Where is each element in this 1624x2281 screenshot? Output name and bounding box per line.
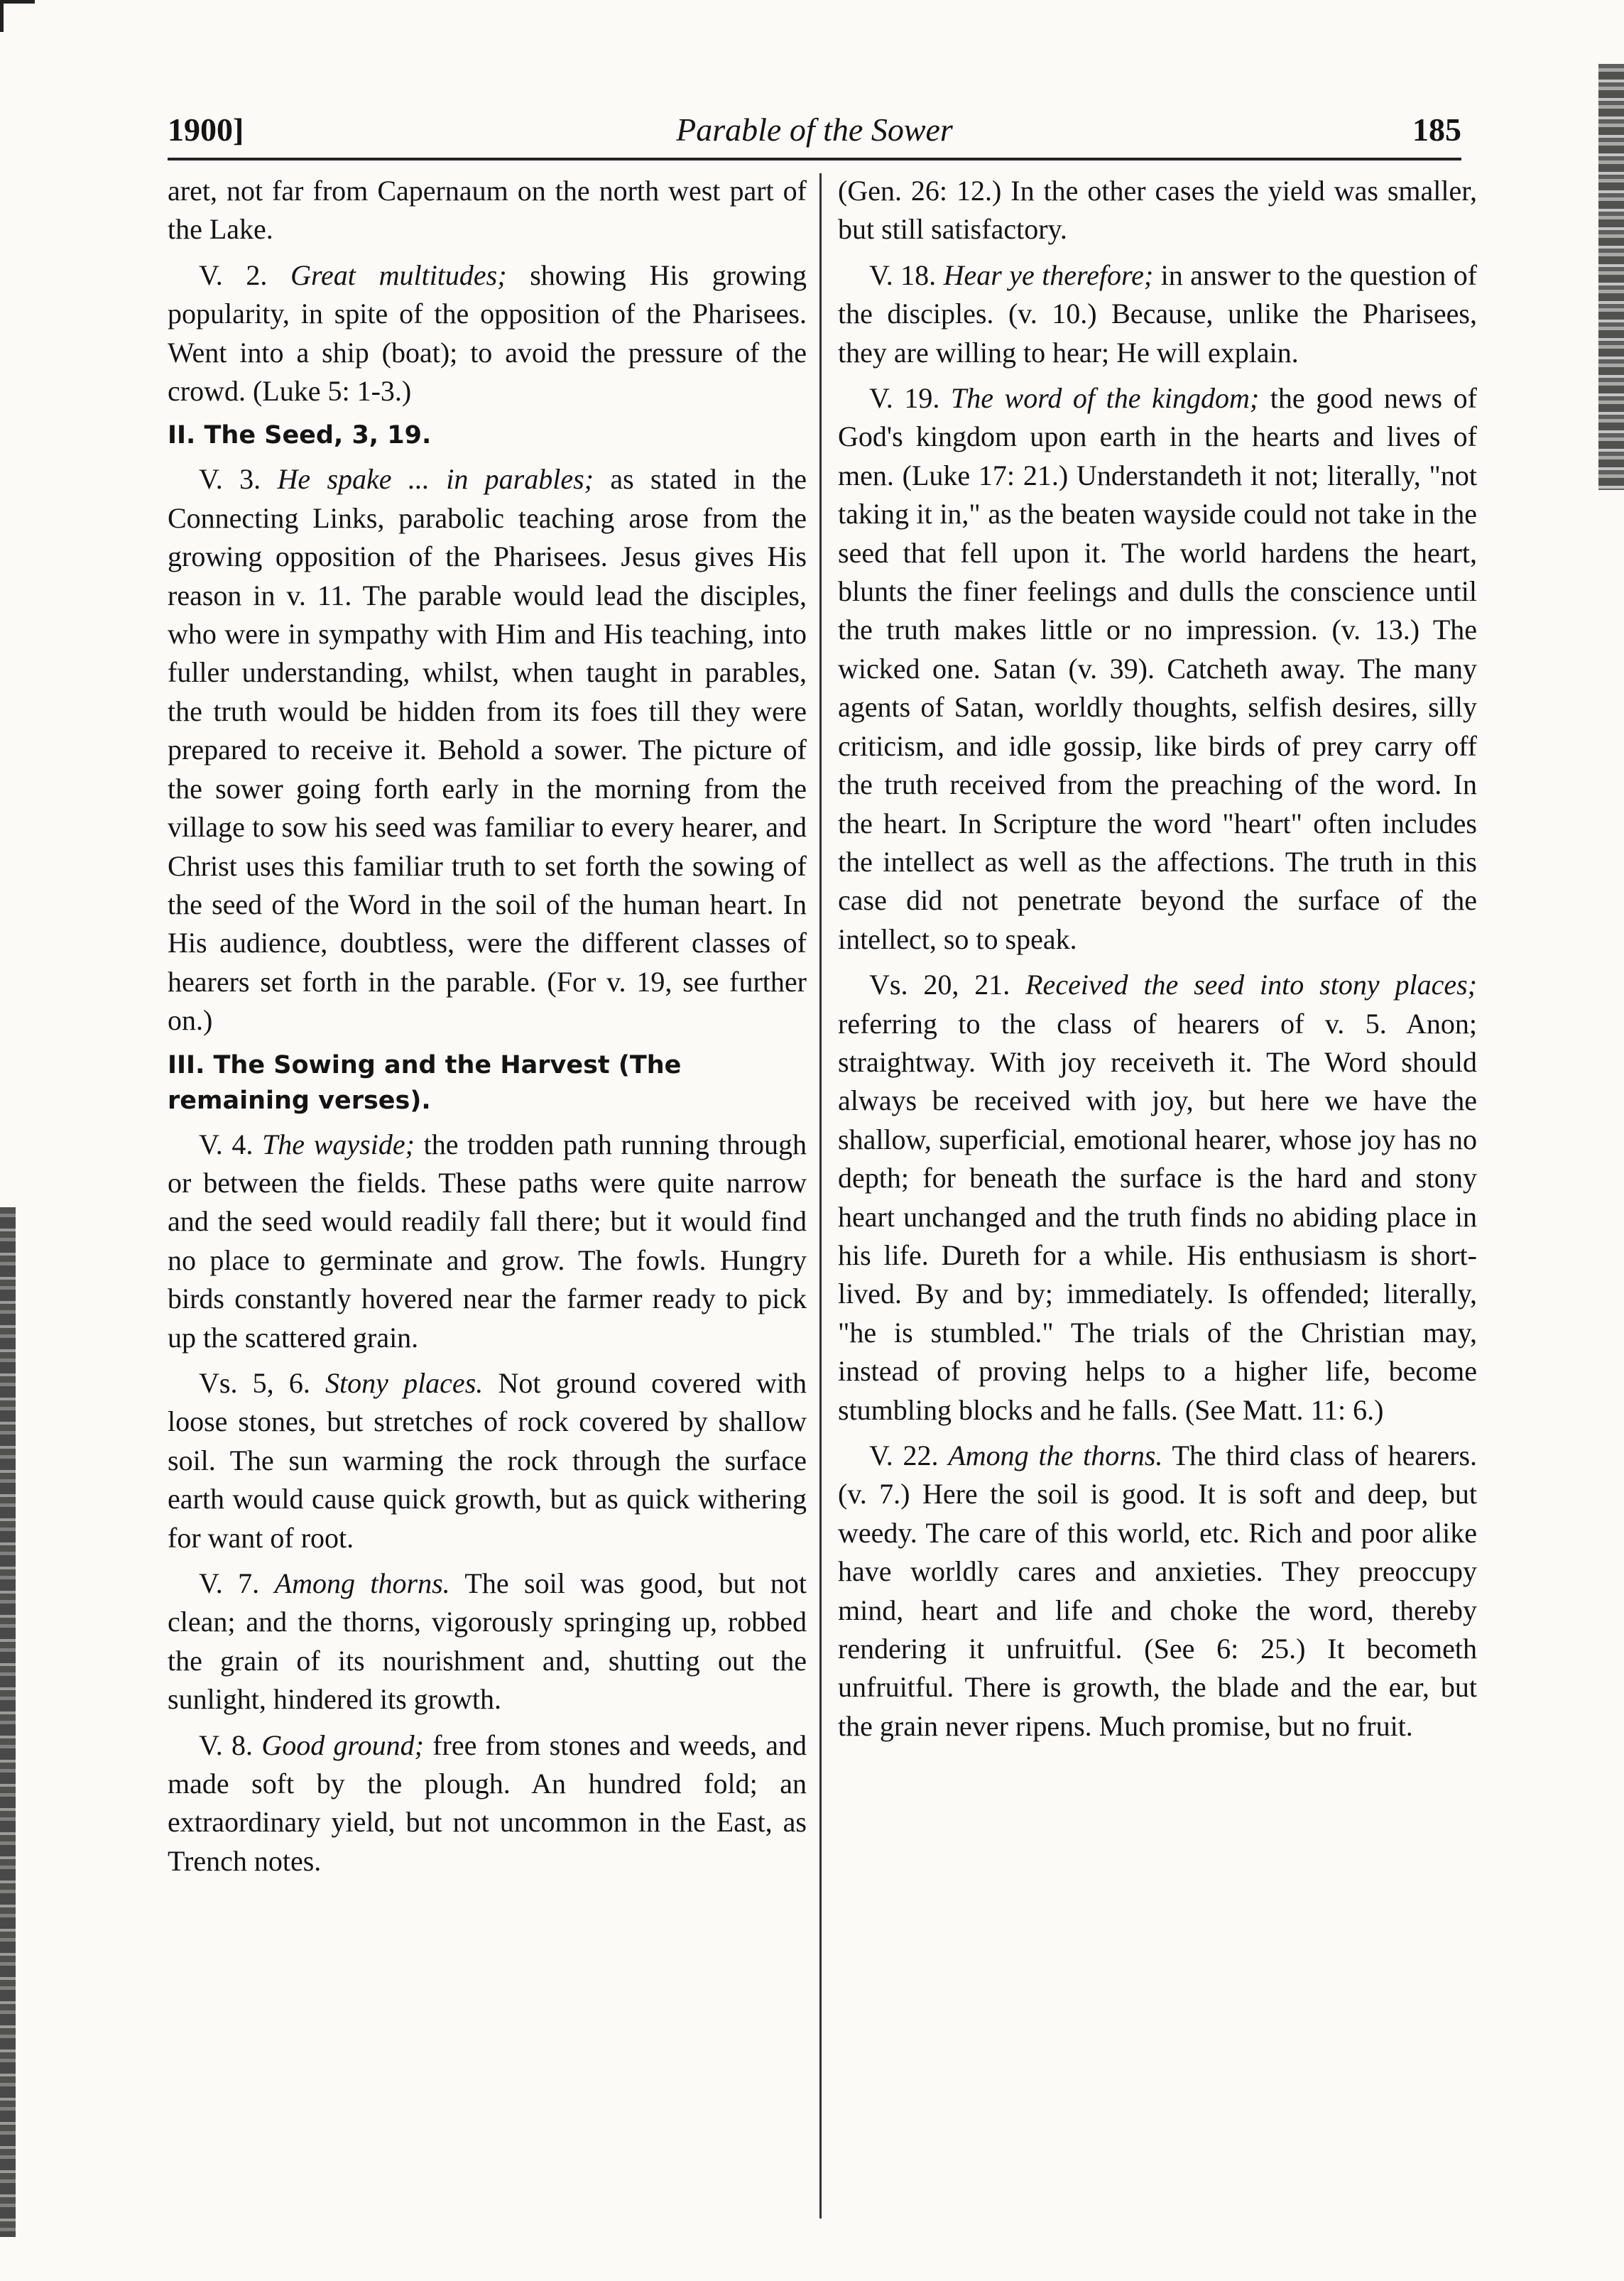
paragraph-text: aret, not far from Capernaum on the north west part of the Lake. (168, 175, 807, 246)
paragraph-text: Not ground covered with loose stones, but stretches of rock covered by shallow soil. The sun warming the rock through the surface earth would cause quick growth, but as quick withering for want of root. (168, 1366, 807, 1554)
italic-lemma: Great multitudes; (290, 258, 507, 291)
italic-lemma: Received the seed into stony places; (1025, 969, 1477, 1001)
paragraph (168, 1564, 807, 1719)
paragraph-text: the good news of God's kingdom upon earth in the hearts and lives of men. (Luke 17: 21.) Understandeth it not; literally, "not taking it in," as the beaten wayside could not take in the seed that fell upon it. The world hardens the heart, blunts the finer feelings and dulls the conscience until the truth makes little or no impression. (v. 13.) The wicked one. Satan (v. 39). Catcheth away. The many agents of Satan, worldly thoughts, selfish desires, silly criticism, and idle gossip, like birds of prey carry off the truth received from the preaching of the word. In the heart. In Scripture the word "heart" often includes the intellect as well as the affections. The truth in this case did not penetrate beyond the surface of the intellect, so to speak. (838, 382, 1477, 955)
paragraph-text: the trodden path running through or between the fields. These paths were quite narrow and the seed would readily fall there; but it would find no place to germinate and grow. The fowls. Hungry birds constantly hovered near the farmer ready to pick up the scattered grain. (168, 1128, 807, 1354)
scan-corner-mark (0, 0, 35, 32)
paragraph-text: free from stones and weeds, and made soft by the plough. An hundred fold; an extraordinary yield, but not uncommon in the East, as Trench notes. (168, 1729, 807, 1877)
paragraph (168, 256, 807, 411)
paragraph (168, 1364, 807, 1557)
paragraph-text: The soil was good, but not clean; and the thorns, vigorously springing up, robbed the grain of its nourishment and, shutting out the sunlight, hindered its growth. (168, 1567, 807, 1716)
paragraph (838, 966, 1477, 1430)
paragraph (838, 1437, 1477, 1746)
italic-lemma: Hear ye therefore; (943, 258, 1154, 291)
left-column (168, 172, 807, 2217)
header-title: Parable of the Sower (676, 111, 953, 148)
italic-lemma: Among the thorns. (948, 1439, 1163, 1471)
verse-ref: V. 18. (869, 258, 937, 291)
paragraph (168, 172, 807, 249)
verse-ref: V. 3. (199, 463, 261, 496)
paragraph (838, 172, 1477, 249)
italic-lemma: Among thorns. (274, 1567, 450, 1599)
right-column (838, 172, 1477, 2217)
running-header (168, 105, 1461, 155)
paragraph-text: as stated in the Connecting Links, parabolic teaching arose from the growing opposition of the Pharisees. Jesus gives His reason in v. 11. The parable would lead the disciples, who were in sympathy with Him and His teaching, into fuller understanding, whilst, when taught in parables, the truth would be hidden from its foes till they were prepared to receive it. Behold a sower. The picture of the sower going forth early in the morning from the village to sow his seed was familiar to every hearer, and Christ uses this familiar truth to set forth the sowing of the seed of the Word in the soil of the human heart. In His audience, doubtless, were the different classes of hearers set forth in the parable. (For v. 19, see further on.) (168, 463, 807, 1037)
paragraph (168, 1726, 807, 1881)
paragraph-text: in answer to the question of the disciples. (v. 10.) Because, unlike the Pharisees, they are willing to hear; He will explain. (838, 258, 1477, 369)
page-number: 185 (1412, 111, 1461, 148)
verse-ref: V. 8. (199, 1729, 254, 1761)
paragraph-text: The third class of hearers. (v. 7.) Here the soil is good. It is soft and deep, but weedy. The care of this world, etc. Rich and poor alike have worldly cares and anxieties. They preoccupy mind, heart and life and choke the word, thereby rendering it unfruitful. (See 6: 25.) It becometh unfruitful. There is growth, the blade and the ear, but the grain never ripens. Much promise, but no fruit. (838, 1439, 1477, 1742)
verse-ref: Vs. 20, 21. (869, 969, 1010, 1001)
header-rule (168, 158, 1461, 160)
paragraph-text: showing His growing popularity, in spite of the opposition of the Pharisees. Went into a ship (boat); to avoid the pressure of the crowd. (Luke 5: 1-3.) (168, 258, 807, 408)
paragraph (838, 379, 1477, 959)
verse-ref: V. 19. (869, 382, 940, 415)
header-year: 1900] (168, 111, 244, 148)
section-heading: II. The Seed, 3, 19. (168, 421, 432, 450)
verse-ref: Vs. 5, 6. (199, 1366, 310, 1399)
scan-edge-left (0, 1207, 16, 2237)
section-heading: III. The Sowing and the Harvest (The remaining verses). (168, 1050, 682, 1115)
column-divider (819, 173, 822, 2219)
italic-lemma: The word of the kingdom; (950, 382, 1260, 415)
italic-lemma: Stony places. (325, 1366, 484, 1399)
paragraph-text: (Gen. 26: 12.) In the other cases the yield was smaller, but still satisfactory. (838, 175, 1477, 246)
italic-lemma: Good ground; (261, 1729, 424, 1761)
verse-ref: V. 4. (199, 1128, 254, 1160)
scan-edge-right (1598, 64, 1624, 490)
verse-ref: V. 7. (199, 1567, 260, 1599)
paragraph-text: referring to the class of hearers of v. 5. Anon; straightway. With joy receiveth it. The Word should always be received with joy, but here we have the shallow, superficial, emotional hearer, whose joy has no depth; for beneath the surface is the hard and stony heart unchanged and the truth finds no abiding place in his life. Dureth for a while. His enthusiasm is short-lived. By and by; immediately. Is offended; literally, "he is stumbled." The trials of the Christian may, instead of proving helps to a higher life, become stumbling blocks and he falls. (See Matt. 11: 6.) (838, 1007, 1477, 1426)
paragraph (838, 256, 1477, 372)
verse-ref: V. 22. (869, 1439, 939, 1471)
italic-lemma: He spake ... in parables; (277, 463, 594, 496)
verse-ref: V. 2. (199, 258, 268, 291)
italic-lemma: The wayside; (262, 1128, 415, 1160)
paragraph (168, 460, 807, 1040)
paragraph (168, 1126, 807, 1357)
